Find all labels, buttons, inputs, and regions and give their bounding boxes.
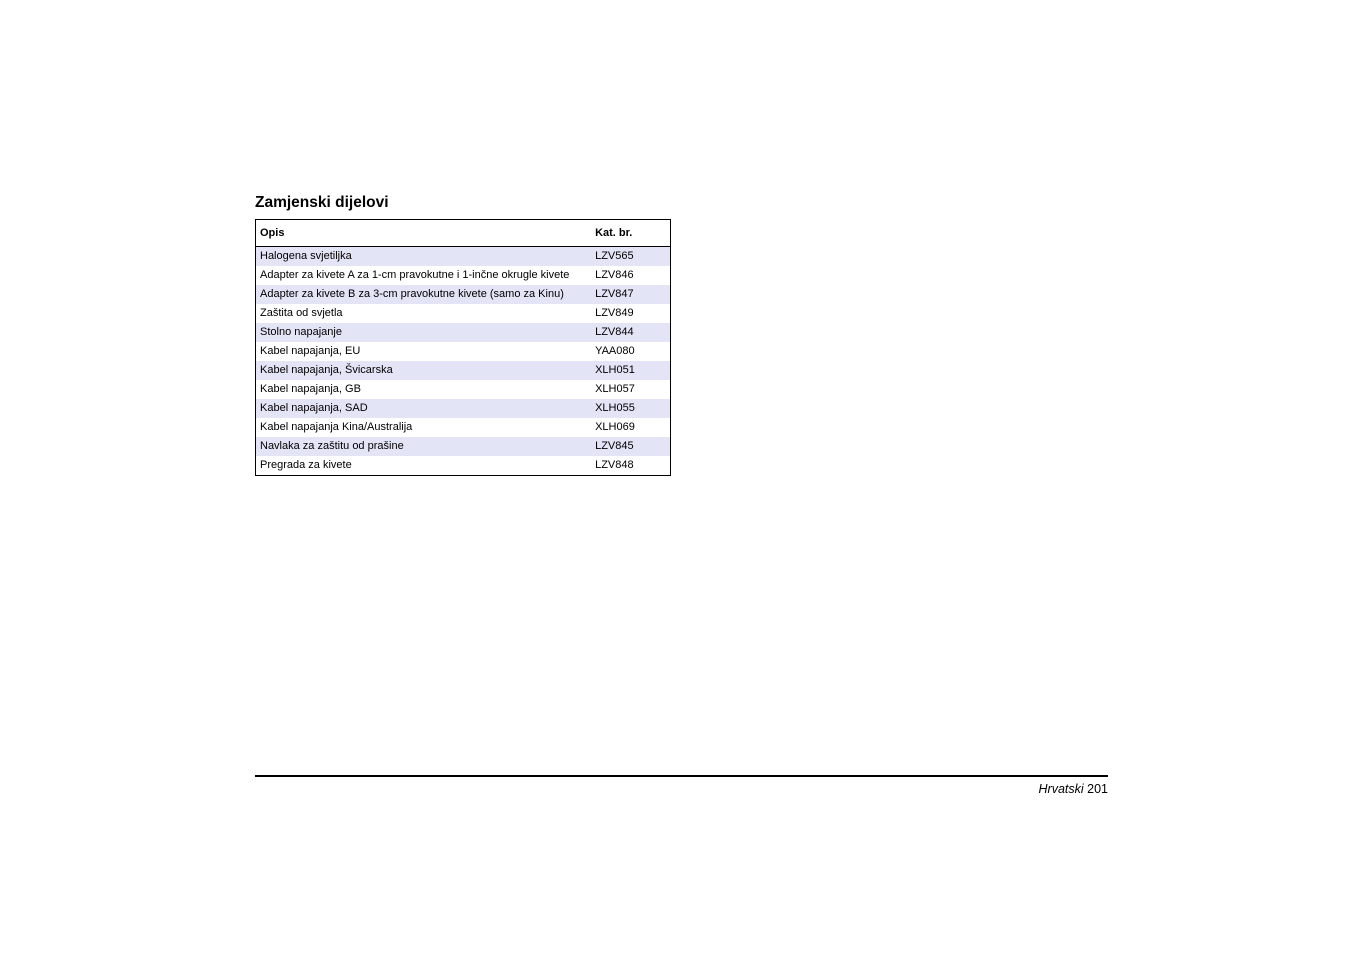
part-catalog-number: XLH069 bbox=[591, 418, 670, 437]
section-title: Zamjenski dijelovi bbox=[255, 194, 389, 211]
table-row bbox=[256, 380, 671, 399]
part-catalog-number: LZV847 bbox=[591, 285, 670, 304]
table-row bbox=[256, 304, 671, 323]
part-description: Kabel napajanja, SAD bbox=[256, 399, 592, 418]
replacement-parts-table bbox=[255, 219, 671, 476]
part-description: Kabel napajanja, GB bbox=[256, 380, 592, 399]
part-description: Halogena svjetiljka bbox=[256, 247, 592, 267]
page-footer bbox=[255, 782, 1108, 797]
part-catalog-number: LZV845 bbox=[591, 437, 670, 456]
part-description: Kabel napajanja, Švicarska bbox=[256, 361, 592, 380]
table-row bbox=[256, 418, 671, 437]
table-row bbox=[256, 361, 671, 380]
part-catalog-number: LZV848 bbox=[591, 456, 670, 476]
part-description: Zaštita od svjetla bbox=[256, 304, 592, 323]
page-number: 201 bbox=[1087, 782, 1108, 796]
table-row bbox=[256, 247, 671, 267]
part-description: Kabel napajanja Kina/Australija bbox=[256, 418, 592, 437]
part-description: Stolno napajanje bbox=[256, 323, 592, 342]
table-row bbox=[256, 399, 671, 418]
part-catalog-number: XLH057 bbox=[591, 380, 670, 399]
column-header-catalog: Kat. br. bbox=[591, 220, 670, 247]
table-row bbox=[256, 323, 671, 342]
footer-language: Hrvatski bbox=[1038, 782, 1084, 796]
table-header-row bbox=[256, 220, 671, 247]
part-description: Pregrada za kivete bbox=[256, 456, 592, 476]
part-catalog-number: LZV565 bbox=[591, 247, 670, 267]
table-row bbox=[256, 266, 671, 285]
table-row bbox=[256, 456, 671, 476]
table-row bbox=[256, 285, 671, 304]
part-catalog-number: LZV844 bbox=[591, 323, 670, 342]
part-catalog-number: LZV846 bbox=[591, 266, 670, 285]
part-catalog-number: LZV849 bbox=[591, 304, 670, 323]
part-description: Adapter za kivete B za 3-cm pravokutne kivete (samo za Kinu) bbox=[256, 285, 592, 304]
table-row bbox=[256, 437, 671, 456]
part-catalog-number: XLH055 bbox=[591, 399, 670, 418]
table-row bbox=[256, 342, 671, 361]
column-header-description: Opis bbox=[256, 220, 592, 247]
part-catalog-number: YAA080 bbox=[591, 342, 670, 361]
footer-divider bbox=[255, 775, 1108, 777]
part-description: Navlaka za zaštitu od prašine bbox=[256, 437, 592, 456]
part-description: Kabel napajanja, EU bbox=[256, 342, 592, 361]
part-description: Adapter za kivete A za 1-cm pravokutne i 1-inčne okrugle kivete bbox=[256, 266, 592, 285]
part-catalog-number: XLH051 bbox=[591, 361, 670, 380]
